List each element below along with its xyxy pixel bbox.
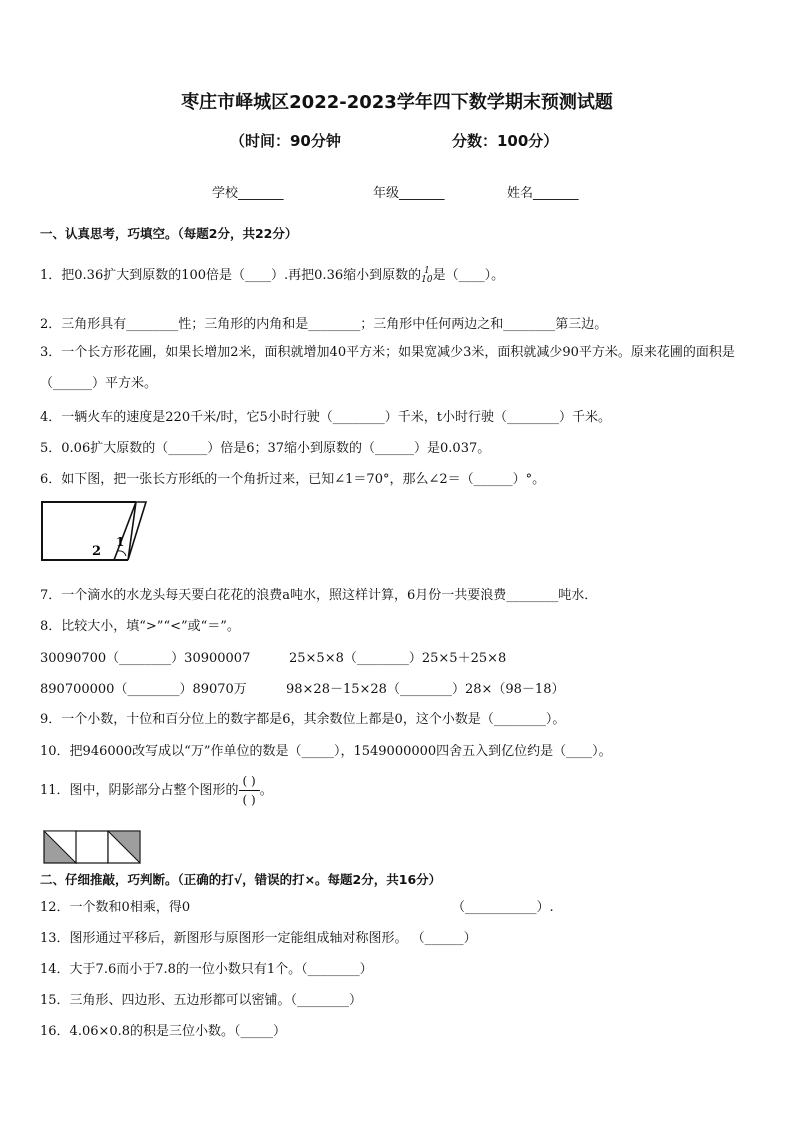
name-field: 姓名_______ xyxy=(507,186,579,201)
question-3: 3．一个长方形花圃，如果长增加2米，面积就增加40平方米；如果宽减少3米，面积就减少90平方米。原来花圃的面积是（______）平方米。 xyxy=(40,345,735,391)
question-8: 8．比较大小，填“>”“<”或“＝”。 xyxy=(40,619,240,634)
question-1-part-a: 1．把0.36扩大到原数的100倍是（____）.再把0.36缩小到原数的 xyxy=(40,268,422,283)
exam-time: （时间：90分钟 xyxy=(230,132,341,150)
folded-rectangle-figure xyxy=(40,500,152,564)
exam-title: 枣庄市峄城区2022-2023学年四下数学期末预测试题 xyxy=(181,92,613,113)
question-4: 4．一辆火车的速度是220千米/时，它5小时行驶（________）千米，t小时行驶（________）千米。 xyxy=(40,410,611,425)
question-15: 15．三角形、四边形、五边形都可以密铺。（________） xyxy=(40,993,363,1008)
exam-score: 分数：100分） xyxy=(452,132,559,150)
question-12-answer-blank: （___________）. xyxy=(452,900,554,915)
one-tenth-fraction xyxy=(421,267,432,285)
question-8-row-2b: 98×28－15×28（________）28×（98－18） xyxy=(286,682,565,697)
question-8-row-2a: 890700000（________）89070万 xyxy=(40,682,247,697)
fraction-denominator: 10 xyxy=(421,274,433,285)
question-16: 16．4.06×0.8的积是三位小数。（_____） xyxy=(40,1024,287,1039)
question-8-row-1b: 25×5×8（________）25×5＋25×8 xyxy=(289,651,507,666)
question-14: 14．大于7.6而小于7.8的一位小数只有1个。（________） xyxy=(40,962,373,977)
question-11-part-a: 11．图中，阴影部分占整个图形的 xyxy=(40,783,239,798)
question-5: 5．0.06扩大原数的（______）倍是6；37缩小到原数的（______）是0.037。 xyxy=(40,441,491,456)
answer-fraction xyxy=(239,772,260,809)
fraction-numerator: ( ) xyxy=(239,772,260,791)
question-10: 10．把946000改写成以“万”作单位的数是（_____），1549000000四舍五入到亿位约是（____）。 xyxy=(40,744,612,759)
grade-field: 年级_______ xyxy=(373,186,445,201)
question-13: 13．图形通过平移后，新图形与原图形一定能组成轴对称图形。 （______） xyxy=(40,931,477,946)
question-9: 9．一个小数，十位和百分位上的数字都是6，其余数位上都是0，这个小数是（________）。 xyxy=(40,712,566,727)
fraction-numerator: 1 xyxy=(423,265,430,276)
question-1 xyxy=(40,264,504,285)
question-1-part-b: 是（____）。 xyxy=(432,268,505,283)
angle-2-label: 2 xyxy=(92,544,102,559)
section-1-heading: 一、认真思考，巧填空。（每题2分，共22分） xyxy=(40,226,298,241)
question-11-part-b: 。 xyxy=(259,783,273,798)
section-2-heading: 二、仔细推敲，巧判断。（正确的打√，错误的打×。每题2分，共16分） xyxy=(40,872,442,887)
fraction-denominator: ( ) xyxy=(242,793,256,807)
question-7: 7．一个滴水的水龙头每天要白花花的浪费a吨水，照这样计算，6月份一共要浪费________吨水． xyxy=(40,588,598,603)
question-12: 12．一个数和0相乘，得0 xyxy=(40,900,191,915)
question-6: 6．如下图，把一张长方形纸的一个角折过来，已知∠1＝70°，那么∠2＝（______）°。 xyxy=(40,472,546,487)
question-8-row-1a: 30090700（________）30900007 xyxy=(40,651,251,666)
school-field: 学校_______ xyxy=(212,186,284,201)
question-11 xyxy=(40,772,273,809)
question-2: 2．三角形具有________性；三角形的内角和是________；三角形中任何两边之和________第三边。 xyxy=(40,317,608,332)
shaded-squares-figure xyxy=(43,830,143,864)
angle-1-label: 1 xyxy=(116,535,125,549)
